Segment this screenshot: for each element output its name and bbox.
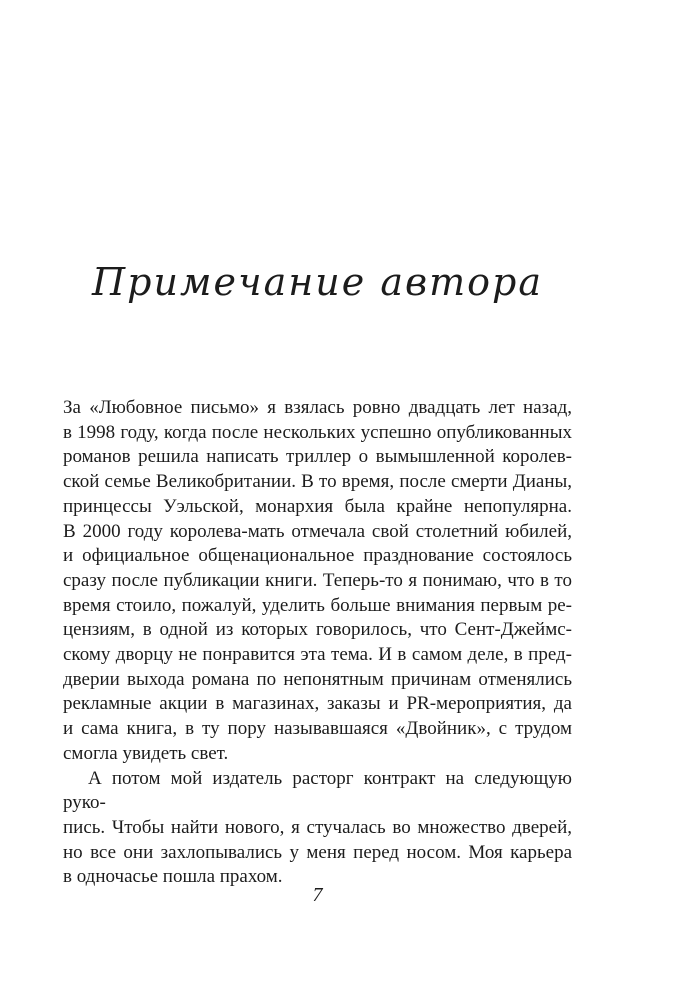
text-line: пись. Чтобы найти нового, я стучалась во множество дверей, — [63, 816, 572, 838]
text-line: в 1998 году, когда после нескольких успешно опубликованных — [63, 421, 572, 443]
text-line: смогла увидеть свет. — [63, 742, 229, 764]
text-line: рекламные акции в магазинах, заказы и PR-мероприятия, да — [63, 693, 572, 715]
paragraph-2 — [63, 767, 572, 891]
text-line: но все они захлопывались у меня перед носом. Моя карьера — [63, 841, 572, 863]
page-number: 7 — [312, 884, 323, 906]
text-line: принцессы Уэльской, монархия была крайне непопулярна. — [63, 495, 572, 517]
text-line: ской семье Великобритании. В то время, после смерти Дианы, — [63, 471, 572, 493]
text-line: А потом мой издатель расторг контракт на следующую руко- — [63, 767, 572, 814]
text-line: В 2000 году королева-мать отмечала свой столетний юбилей, — [63, 520, 572, 542]
text-line: скому дворцу не понравится эта тема. И в самом деле, в пред- — [63, 644, 572, 666]
text-line: время стоило, пожалуй, уделить больше внимания первым ре- — [63, 594, 572, 616]
text-line: цензиям, в одной из которых говорилось, что Сент-Джеймс- — [63, 619, 572, 641]
text-line: дверии выхода романа по непонятным причинам отменялись — [63, 668, 572, 690]
text-line: и сама книга, в ту пору называвшаяся «Двойник», с трудом — [63, 718, 572, 740]
text-line: романов решила написать триллер о вымышленной королев- — [63, 446, 572, 468]
chapter-heading: Примечание автора — [92, 260, 543, 304]
paragraph-1 — [63, 396, 572, 767]
text-line: За «Любовное письмо» я взялась ровно двадцать лет назад, — [63, 397, 572, 418]
text-line: в одночасье пошла прахом. — [63, 866, 283, 888]
text-line: и официальное общенациональное празднование состоялось — [63, 545, 572, 567]
body-text — [63, 396, 572, 890]
text-line: сразу после публикации книги. Теперь-то я понимаю, что в то — [63, 569, 572, 591]
